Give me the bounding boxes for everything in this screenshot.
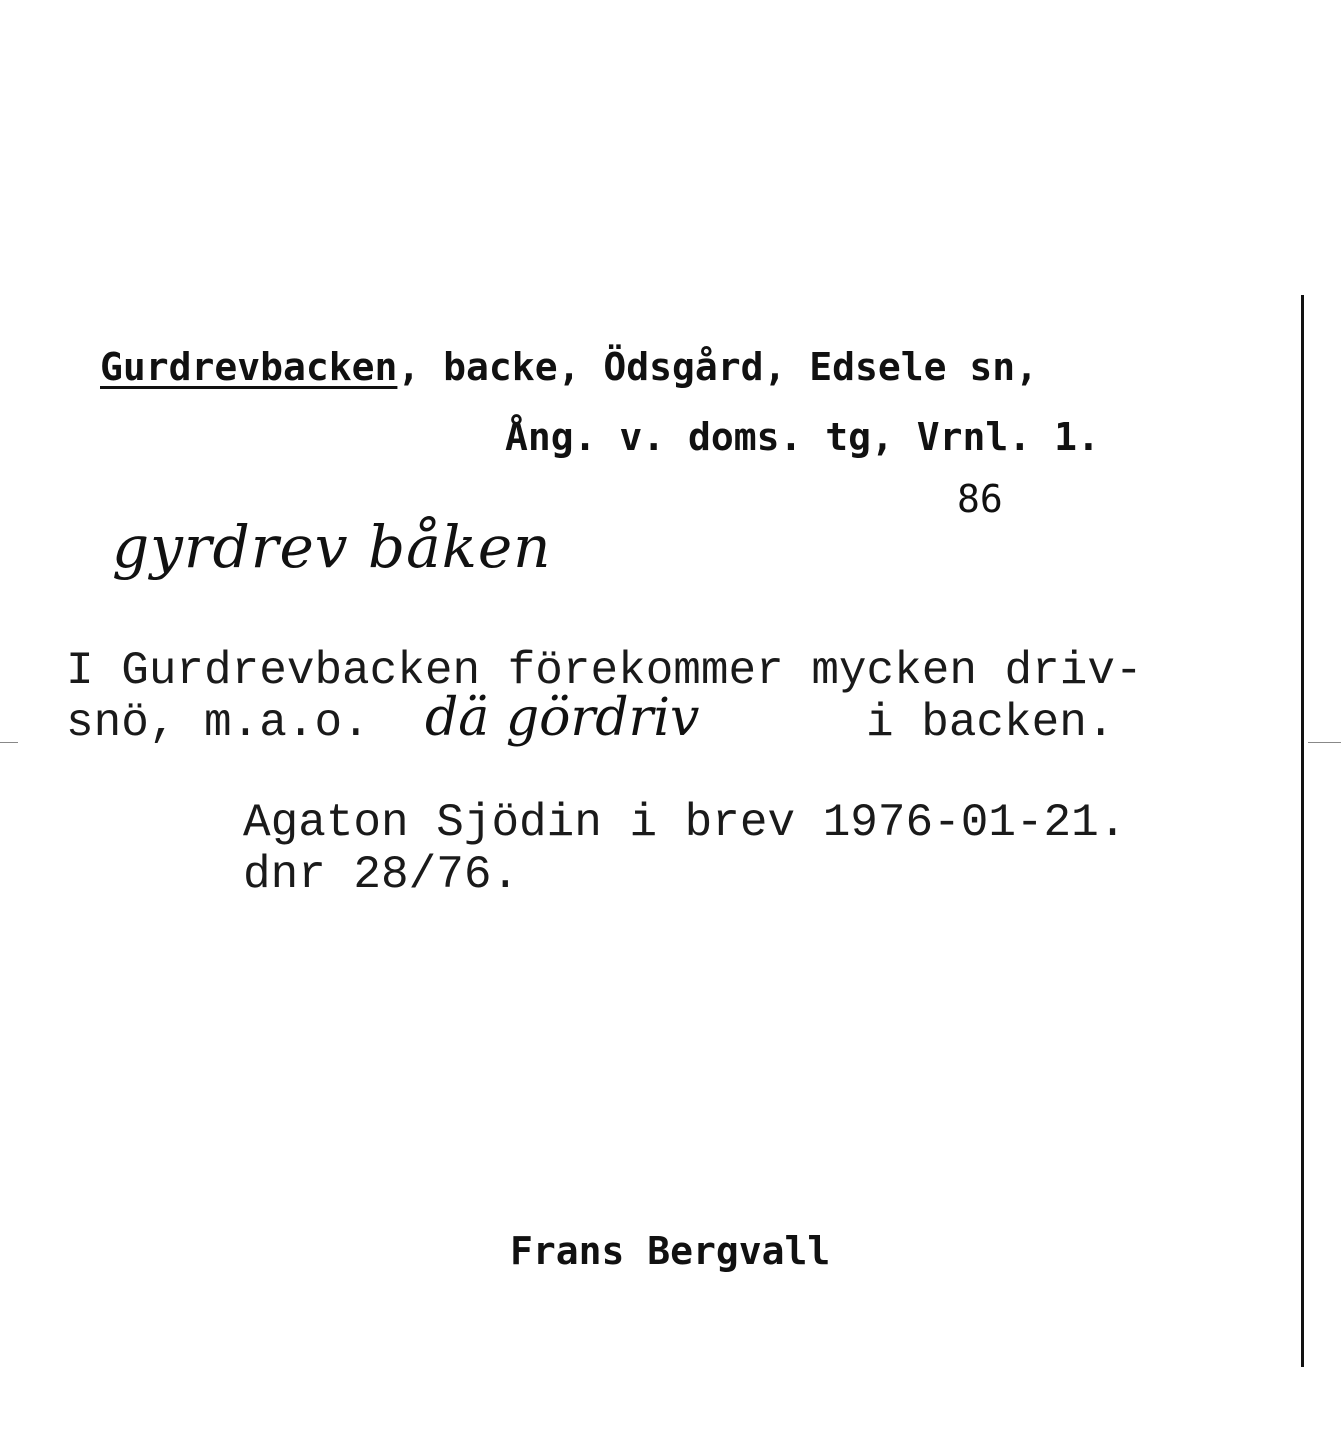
header-location: , backe, Ödsgård, Edsele sn, bbox=[397, 345, 1039, 389]
body-line-1: I Gurdrevbacken förekommer mycken driv- bbox=[66, 645, 1143, 697]
right-tick-mark bbox=[1308, 742, 1341, 743]
card-number: 86 bbox=[957, 477, 1003, 521]
header-line-1 bbox=[100, 345, 1039, 389]
body-line-2-end: i backen. bbox=[866, 697, 1115, 749]
body-line-2-handwritten: dä gördriv bbox=[425, 688, 700, 748]
handwritten-pronunciation: gyrdrev båken bbox=[112, 513, 552, 581]
card-edge-line bbox=[1301, 295, 1304, 1367]
source-line-2: dnr 28/76. bbox=[243, 849, 520, 901]
header-line-2: Ång. v. doms. tg, Vrnl. 1. bbox=[505, 415, 1100, 459]
source-line-1: Agaton Sjödin i brev 1976-01-21. bbox=[243, 797, 1127, 849]
body-line-2-start: snö, m.a.o. bbox=[66, 697, 370, 749]
signature: Frans Bergvall bbox=[510, 1229, 831, 1273]
headword: Gurdrevbacken bbox=[100, 345, 398, 389]
left-tick-mark bbox=[0, 742, 18, 743]
